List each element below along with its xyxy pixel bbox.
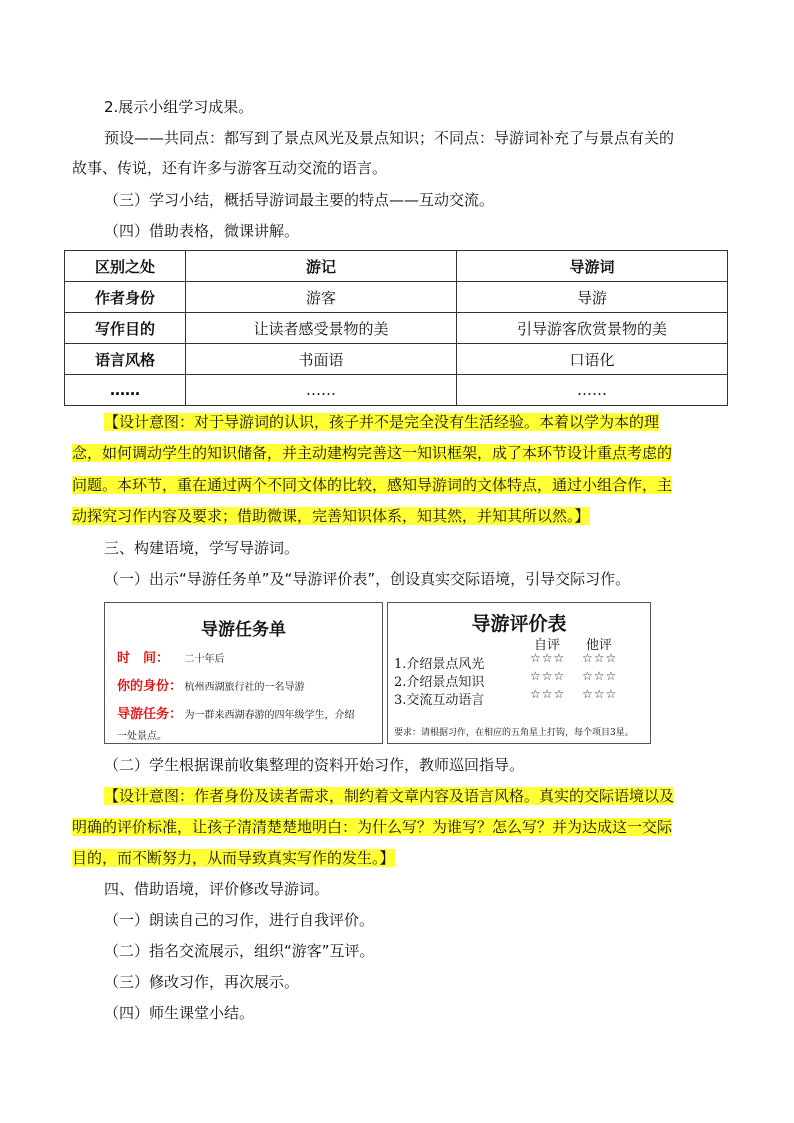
table-cell: ……	[457, 375, 728, 406]
table-header-cell: 区别之处	[65, 251, 186, 282]
design-note-1-line4: 动探究习作内容及要求；借助微课，完善知识体系，知其然，并知其所以然。】	[72, 507, 590, 525]
comparison-table	[64, 250, 728, 406]
eval-item-3: 3.交流互动语言	[394, 693, 485, 708]
table-cell: 书面语	[186, 344, 457, 375]
task-time-label: 时 间：	[117, 651, 170, 666]
table-row	[65, 375, 728, 406]
design-note-2-line1: 【设计意图：作者身份及读者需求，制约着文章内容及语言风格。真实的交际语境以及	[104, 787, 675, 805]
table-cell: 导游	[457, 282, 728, 313]
design-note-1-line1: 【设计意图：对于导游词的认识，孩子并不是完全没有生活经验。本着以学为本的理	[104, 413, 660, 431]
section-3-step-1: （一）出示“导游任务单”及“导游评价表”，创设真实交际语境，引导交际习作。	[104, 570, 631, 588]
task-mission-row	[117, 703, 355, 722]
paragraph-summary: （三）学习小结，概括导游词最主要的特点——互动交流。	[104, 191, 495, 209]
task-time-row	[117, 647, 225, 666]
guide-evaluation-card	[387, 602, 651, 744]
guide-task-card	[104, 602, 383, 744]
design-note-2-line2: 明确的评价标准，让孩子清清楚楚地明白：为什么写？为谁写？怎么写？并为达成这一交际	[72, 818, 673, 836]
table-row	[65, 313, 728, 344]
star-rating-self-3[interactable]: ☆☆☆	[530, 687, 566, 701]
table-cell: 作者身份	[65, 282, 186, 313]
table-cell: 让读者感受景物的美	[186, 313, 457, 344]
task-role-value: 杭州西湖旅行社的一名导游	[184, 682, 305, 693]
task-time-value: 二十年后	[184, 654, 225, 665]
eval-item-1: 1.介绍景点风光	[394, 657, 485, 672]
table-cell: 游客	[186, 282, 457, 313]
section-4-step-3: （三）修改习作，再次展示。	[104, 973, 300, 991]
task-role-row	[117, 675, 305, 694]
table-header-cell: 导游词	[457, 251, 728, 282]
section-4-step-4: （四）师生课堂小结。	[104, 1004, 255, 1022]
section-4-heading: 四、借助语境，评价修改导游词。	[104, 880, 330, 898]
table-header-row	[65, 251, 728, 282]
task-role-label: 你的身份：	[117, 679, 183, 694]
paragraph-preset-line2: 故事、传说，还有许多与游客互动交流的语言。	[72, 159, 388, 177]
table-cell: ……	[65, 375, 186, 406]
eval-item-2: 2.介绍景点知识	[394, 675, 485, 690]
star-rating-self-2[interactable]: ☆☆☆	[530, 669, 566, 683]
design-note-1-line3: 问题。本环节，重在通过两个不同文体的比较，感知导游词的文体特点，通过小组合作，主	[72, 476, 673, 494]
table-row	[65, 344, 728, 375]
section-3-step-2: （二）学生根据课前收集整理的资料开始习作，教师巡回指导。	[104, 756, 525, 774]
eval-other-header: 他评	[586, 638, 613, 653]
table-cell: 语言风格	[65, 344, 186, 375]
task-mission-value: 为一群来西湖春游的四年级学生，介绍	[184, 710, 355, 721]
design-note-2-line3: 目的，而不断努力，从而导致真实写作的发生。】	[72, 849, 395, 867]
task-mission-label: 导游任务：	[117, 707, 183, 722]
table-row	[65, 282, 728, 313]
design-note-1-line2: 念，如何调动学生的知识储备，并主动建构完善这一知识框架，成了本环节设计重点考虑的	[72, 444, 673, 462]
eval-self-header: 自评	[534, 638, 561, 653]
paragraph-table-intro: （四）借助表格，微课讲解。	[104, 222, 300, 240]
task-card-title: 导游任务单	[201, 620, 286, 640]
section-3-heading: 三、构建语境，学写导游词。	[104, 539, 300, 557]
table-cell: 写作目的	[65, 313, 186, 344]
table-cell: ……	[186, 375, 457, 406]
section-4-step-1: （一）朗读自己的习作，进行自我评价。	[104, 911, 375, 929]
table-cell: 口语化	[457, 344, 728, 375]
table-header-cell: 游记	[186, 251, 457, 282]
paragraph-step-2: 2.展示小组学习成果。	[104, 98, 254, 116]
table-cell: 引导游客欣赏景物的美	[457, 313, 728, 344]
section-4-step-2: （二）指名交流展示，组织“游客”互评。	[104, 942, 375, 960]
star-rating-self-1[interactable]: ☆☆☆	[530, 651, 566, 665]
paragraph-preset-line1: 预设——共同点：都写到了景点风光及景点知识；不同点：导游词补充了与景点有关的	[104, 129, 675, 147]
star-rating-other-1[interactable]: ☆☆☆	[582, 651, 618, 665]
eval-requirement-note: 要求：请根据习作，在相应的五角星上打钩，每个项目3星。	[394, 728, 634, 738]
star-rating-other-3[interactable]: ☆☆☆	[582, 687, 618, 701]
star-rating-other-2[interactable]: ☆☆☆	[582, 669, 618, 683]
task-mission-value-cont: 一处景点。	[117, 731, 167, 742]
eval-card-title: 导游评价表	[471, 613, 567, 635]
